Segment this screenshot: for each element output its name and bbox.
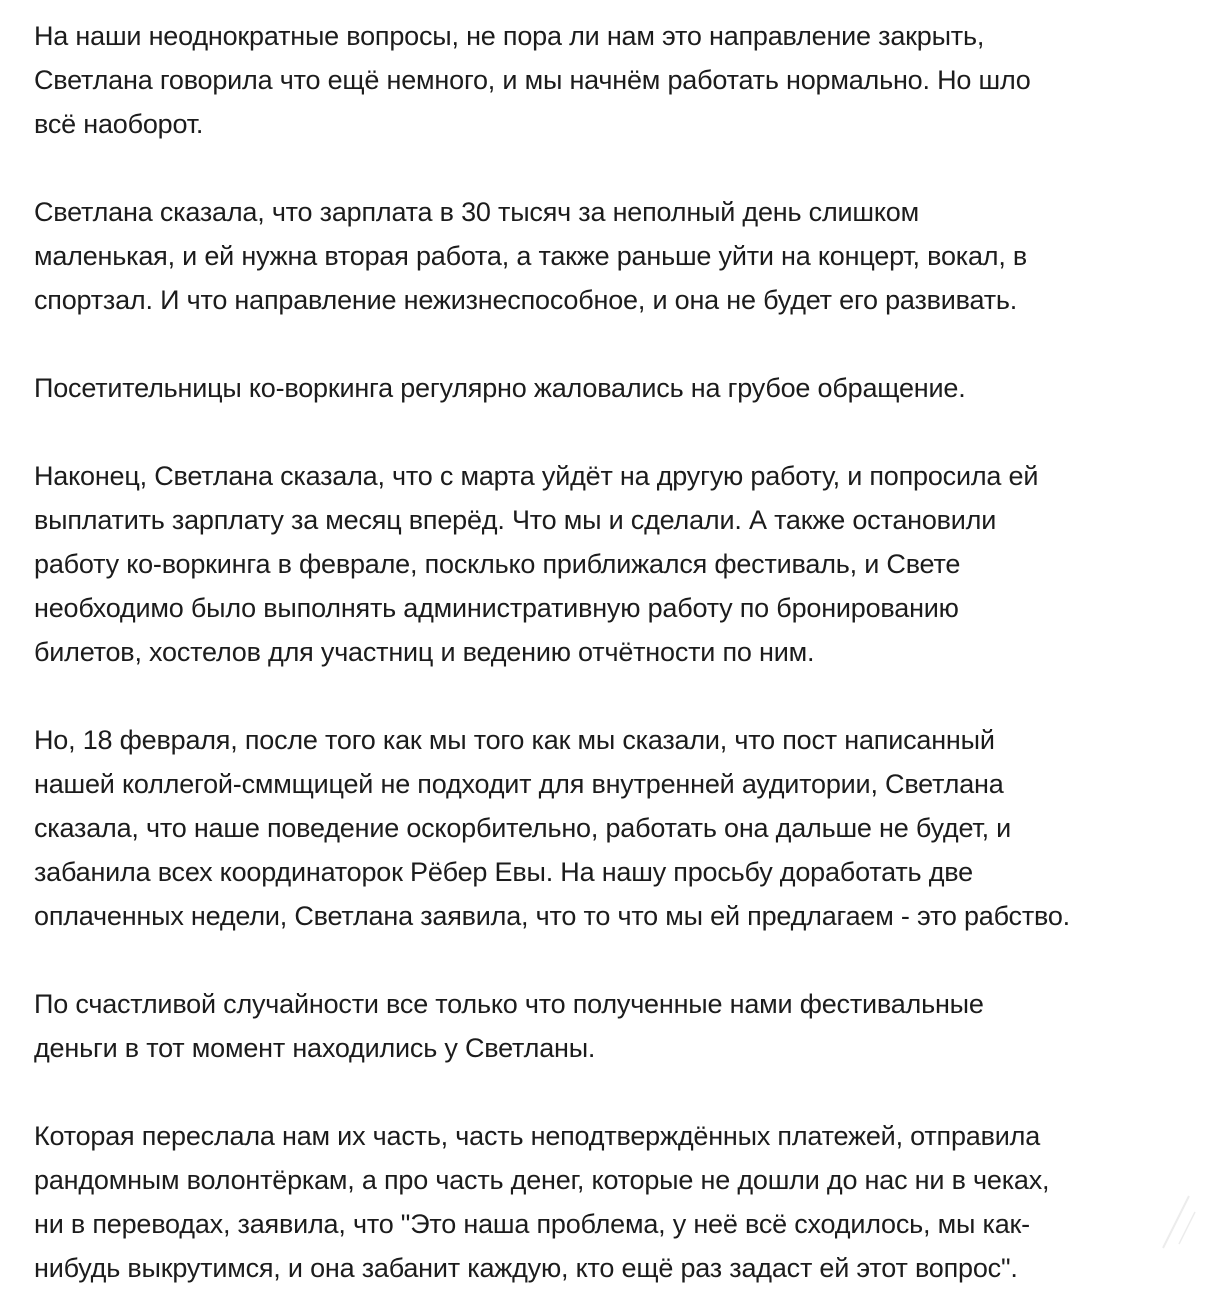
paragraph: Посетительницы ко-воркинга регулярно жаловались на грубое обращение. (34, 373, 966, 403)
paragraph: Светлана сказала, что зарплата в 30 тысяч за неполный день слишком маленькая, и ей нужна вторая работа, а также раньше уйти на концерт, вокал, в спортзал. И что направление нежизнеспособное, и она не будет его развивать. (34, 197, 1028, 315)
paragraph: Но, 18 февраля, после того как мы того как мы сказали, что пост написанный нашей коллегой-сммщицей не подходит для внутренней аудитории, Светлана сказала, что наше поведение оскорбительно, работать она дальше не будет, и забанила всех координаторок Рёбер Евы. На нашу просьбу доработать две оплаченных недели, Светлана заявила, что то что мы ей предлагаем - это рабство. (34, 725, 1070, 931)
slash-mark-icon (1145, 1192, 1205, 1252)
paragraph: По счастливой случайности все только что полученные нами фестивальные деньги в тот момент находились у Светланы. (34, 989, 984, 1063)
post-text (34, 14, 1204, 1290)
paragraph: Которая переслала нам их часть, часть неподтверждённых платежей, отправила рандомным волонтёркам, а про часть денег, которые не дошли до нас ни в чеках, ни в переводах, заявила, что "Это наша проблема, у неё всё сходилось, мы как- нибудь выкрутимся, и она забанит каждую, кто ещё раз задаст ей этот вопрос". (34, 1121, 1050, 1283)
paragraph: Наконец, Светлана сказала, что с марта уйдёт на другую работу, и попросила ей выплатить зарплату за месяц вперёд. Что мы и сделали. А также остановили работу ко-воркинга в феврале, посклько приближался фестиваль, и Свете необходимо было выполнять административную работу по бронированию билетов, хостелов для участниц и ведению отчётности по ним. (34, 461, 1039, 667)
paragraph: На наши неоднократные вопросы, не пора ли нам это направление закрыть, Светлана говорила что ещё немного, и мы начнём работать нормально. Но шло всё наоборот. (34, 21, 1031, 139)
